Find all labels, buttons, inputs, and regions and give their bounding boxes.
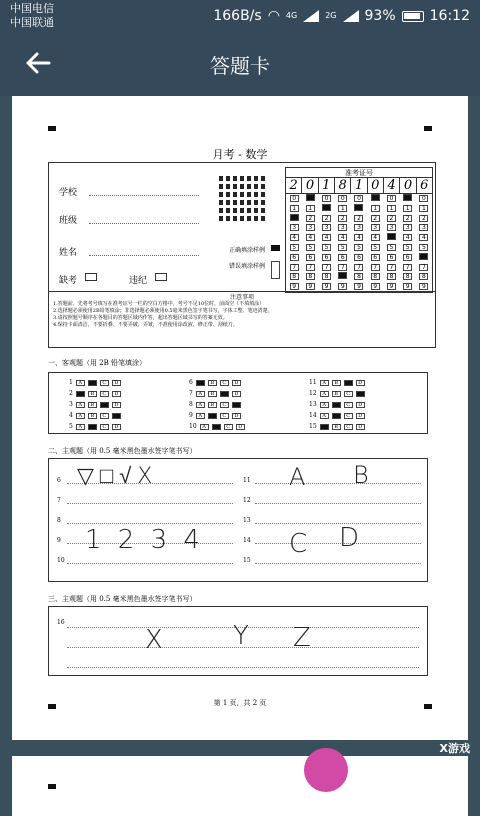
objective-number: 1 bbox=[69, 379, 73, 386]
bubble-cell: 3 bbox=[286, 223, 302, 233]
note-line: 2.选择题必须使用2B铅笔填涂；非选择题必须使用0.5毫米黑色签字笔书写，字体工整、笔迹清楚。 bbox=[53, 308, 273, 314]
exam-number-digits bbox=[286, 178, 432, 194]
bubble-cell: 2 bbox=[335, 214, 351, 224]
objective-bubble: A bbox=[196, 413, 205, 419]
status-right bbox=[213, 8, 470, 24]
bubble-cell: 9 bbox=[400, 282, 416, 292]
bubble-cell: 9 bbox=[286, 282, 302, 292]
answer-line bbox=[255, 543, 421, 544]
objective-bubble bbox=[88, 380, 97, 386]
info-box bbox=[48, 162, 436, 348]
objective-bubble: D bbox=[112, 391, 121, 397]
objective-number: 11 bbox=[309, 379, 317, 386]
objective-bubble: C bbox=[100, 424, 109, 430]
objective-number: 12 bbox=[309, 390, 317, 397]
objective-bubble: A bbox=[196, 402, 205, 408]
objective-bubble bbox=[356, 391, 365, 397]
question-number: 12 bbox=[243, 497, 251, 504]
question-number: 14 bbox=[243, 537, 251, 544]
bubble-cell: 2 bbox=[351, 214, 367, 224]
objective-bubble: B bbox=[208, 380, 217, 386]
objective-bubble: D bbox=[356, 424, 365, 430]
bubble-cell bbox=[383, 233, 399, 243]
bubble-cell: 5 bbox=[335, 243, 351, 253]
bubble-cell: 3 bbox=[318, 223, 334, 233]
bubble-cell: 5 bbox=[286, 243, 302, 253]
objective-bubble: C bbox=[100, 391, 109, 397]
class-line bbox=[89, 223, 199, 224]
bubble-cell: 9 bbox=[351, 282, 367, 292]
objective-answer-box bbox=[48, 372, 428, 434]
bubble-cell: 5 bbox=[383, 243, 399, 253]
bubble-cell: 0 bbox=[286, 194, 302, 204]
corner-mark bbox=[424, 126, 432, 131]
objective-number: 14 bbox=[309, 412, 317, 419]
bubble-cell: 2 bbox=[302, 214, 318, 224]
bubble-cell: 2 bbox=[383, 214, 399, 224]
corner-mark bbox=[48, 784, 56, 789]
objective-row bbox=[69, 379, 121, 386]
school-label: 学校 bbox=[59, 188, 78, 198]
bubble-cell: 9 bbox=[416, 282, 432, 292]
objective-bubble bbox=[88, 424, 97, 430]
wifi-icon: ◠ bbox=[267, 8, 280, 24]
objective-number: 6 bbox=[189, 379, 193, 386]
objective-bubble: C bbox=[220, 380, 229, 386]
answer-line bbox=[255, 483, 421, 484]
bubble-cell: 4 bbox=[302, 233, 318, 243]
objective-bubble: D bbox=[112, 402, 121, 408]
answer-line bbox=[255, 503, 421, 504]
carrier-2: 中国联通 bbox=[10, 16, 54, 29]
bubble-cell: 8 bbox=[400, 272, 416, 282]
objective-bubble: B bbox=[88, 413, 97, 419]
answer-line bbox=[255, 563, 421, 564]
answer-line bbox=[67, 667, 419, 668]
exam-number-bubbles bbox=[286, 194, 432, 292]
bubble-cell: 3 bbox=[400, 223, 416, 233]
exam-digit: 6 bbox=[420, 178, 429, 193]
objective-bubble: B bbox=[208, 391, 217, 397]
bubble-cell: 1 bbox=[416, 204, 432, 214]
bubble-cell: 4 bbox=[351, 233, 367, 243]
violation-box bbox=[155, 273, 167, 281]
objective-number: 5 bbox=[69, 423, 73, 430]
objective-bubble: D bbox=[356, 380, 365, 386]
section-3-title: 三、主观题（用 0.5 毫米黑色墨水签字笔书写） bbox=[48, 595, 197, 603]
bubble-cell bbox=[318, 204, 334, 214]
bubble-cell: 0 bbox=[416, 194, 432, 204]
name-line bbox=[89, 255, 199, 256]
handwriting-answer: C bbox=[289, 529, 308, 559]
gamepad-logo-icon bbox=[304, 748, 348, 792]
bubble-row bbox=[286, 233, 432, 243]
qr-code-pattern bbox=[219, 175, 265, 221]
answer-line bbox=[67, 523, 233, 524]
bubble-cell: 7 bbox=[335, 263, 351, 273]
objective-bubble: B bbox=[88, 402, 97, 408]
bubble-cell: 5 bbox=[351, 243, 367, 253]
answer-sheet-page-1 bbox=[12, 96, 468, 740]
page-footer: 第 1 页，共 2 页 bbox=[213, 699, 267, 707]
objective-bubble: C bbox=[344, 413, 353, 419]
bubble-cell: 6 bbox=[367, 253, 383, 263]
question-number: 6 bbox=[57, 477, 61, 484]
bubble-cell: 4 bbox=[286, 233, 302, 243]
objective-number: 3 bbox=[69, 401, 73, 408]
notes-section bbox=[49, 291, 435, 331]
bubble-cell: 4 bbox=[335, 233, 351, 243]
bubble-cell: 8 bbox=[367, 272, 383, 282]
handwriting-answer: A bbox=[289, 463, 306, 491]
school-line bbox=[89, 195, 199, 196]
bubble-cell bbox=[286, 214, 302, 224]
note-line: 3.请按照题号顺序在各题目的答题区域内作答，超出答题区域书写的答案无效。 bbox=[53, 315, 228, 321]
objective-bubble: B bbox=[332, 424, 341, 430]
bubble-cell: 7 bbox=[286, 263, 302, 273]
question-number: 15 bbox=[243, 557, 251, 564]
bubble-cell: 1 bbox=[335, 204, 351, 214]
exam-digit: 1 bbox=[351, 178, 367, 193]
objective-row bbox=[309, 401, 365, 408]
watermark-tag: X游戏 bbox=[439, 742, 470, 755]
objective-bubble: A bbox=[76, 424, 85, 430]
objective-bubble: B bbox=[88, 391, 97, 397]
objective-row bbox=[69, 412, 121, 419]
bubble-cell: 7 bbox=[302, 263, 318, 273]
bubble-cell: 7 bbox=[383, 263, 399, 273]
battery-icon bbox=[402, 11, 424, 22]
objective-bubble: D bbox=[112, 424, 121, 430]
bubble-cell: 7 bbox=[318, 263, 334, 273]
bubble-cell: 9 bbox=[383, 282, 399, 292]
network-speed: 166B/s bbox=[213, 8, 262, 24]
objective-bubble: B bbox=[332, 391, 341, 397]
exam-digit: 2 bbox=[286, 178, 302, 193]
handwriting-answer: Z bbox=[293, 623, 311, 653]
bubble-cell: 8 bbox=[416, 272, 432, 282]
bubble-cell: 4 bbox=[416, 233, 432, 243]
battery-percent: 93% bbox=[364, 8, 396, 24]
clock: 16:12 bbox=[429, 8, 470, 24]
bubble-cell bbox=[367, 194, 383, 204]
objective-bubble: C bbox=[344, 424, 353, 430]
bubble-cell: 4 bbox=[400, 233, 416, 243]
bubble-cell: 3 bbox=[416, 223, 432, 233]
objective-row bbox=[69, 390, 121, 397]
answer-sheet-viewer[interactable] bbox=[0, 96, 480, 800]
signal-icon bbox=[303, 10, 319, 22]
exam-digit: 0 bbox=[400, 178, 416, 193]
bubble-cell: 8 bbox=[318, 272, 334, 282]
objective-bubble bbox=[220, 391, 229, 397]
objective-bubble bbox=[332, 402, 341, 408]
bubble-cell: 7 bbox=[416, 263, 432, 273]
watermark-site: XYouXi.net bbox=[350, 756, 465, 781]
subjective-box-2 bbox=[48, 458, 428, 582]
bubble-cell bbox=[416, 253, 432, 263]
bubble-cell: 0 bbox=[318, 194, 334, 204]
objective-row bbox=[309, 412, 365, 419]
section-2-title: 二、主观题（用 0.5 毫米黑色墨水签字笔书写） bbox=[48, 447, 197, 455]
bubble-cell bbox=[351, 204, 367, 214]
handwriting-answer: B bbox=[353, 461, 369, 489]
objective-bubble: D bbox=[236, 424, 245, 430]
bubble-cell bbox=[302, 194, 318, 204]
objective-bubble: D bbox=[356, 402, 365, 408]
bubble-row bbox=[286, 263, 432, 273]
bubble-cell: 5 bbox=[318, 243, 334, 253]
bubble-cell: 5 bbox=[302, 243, 318, 253]
network-type-2: 2G bbox=[325, 11, 337, 20]
note-line: 1.答题前，先将考号填写在准考证号一栏的空白方格中，考号不足10位时，前面空（不填填涂） bbox=[53, 301, 265, 307]
bubble-cell: 2 bbox=[367, 214, 383, 224]
notes-title: 注意事项 bbox=[229, 294, 254, 301]
objective-number: 4 bbox=[69, 412, 73, 419]
objective-bubble bbox=[76, 391, 85, 397]
bubble-cell: 6 bbox=[302, 253, 318, 263]
bubble-cell: 9 bbox=[302, 282, 318, 292]
objective-bubble: D bbox=[112, 380, 121, 386]
objective-bubble: D bbox=[232, 380, 241, 386]
bubble-cell: 7 bbox=[351, 263, 367, 273]
objective-bubble: A bbox=[76, 413, 85, 419]
handwriting-answer: 1 2 3 4 bbox=[85, 525, 204, 555]
fill-wrong-sample bbox=[271, 261, 280, 279]
bubble-cell: 6 bbox=[383, 253, 399, 263]
bubble-cell: 0 bbox=[335, 194, 351, 204]
objective-row bbox=[189, 401, 241, 408]
fill-correct-sample bbox=[271, 245, 280, 251]
objective-bubble: B bbox=[332, 380, 341, 386]
bubble-cell: 5 bbox=[416, 243, 432, 253]
handwriting-answer: X bbox=[145, 625, 163, 655]
objective-row bbox=[189, 423, 245, 430]
bubble-cell: 1 bbox=[286, 204, 302, 214]
bubble-cell bbox=[335, 272, 351, 282]
bubble-cell: 0 bbox=[383, 194, 399, 204]
objective-bubble: B bbox=[208, 402, 217, 408]
objective-bubble bbox=[212, 424, 221, 430]
bubble-cell bbox=[400, 194, 416, 204]
bubble-cell: 3 bbox=[383, 223, 399, 233]
bubble-row bbox=[286, 243, 432, 253]
question-number: 13 bbox=[243, 517, 251, 524]
objective-bubble: C bbox=[344, 391, 353, 397]
bubble-cell: 6 bbox=[335, 253, 351, 263]
objective-bubble bbox=[100, 402, 109, 408]
objective-bubble bbox=[320, 424, 329, 430]
section-1-title: 一、客观题（用 2B 铅笔填涂） bbox=[48, 359, 147, 367]
sheet-title: 月考 - 数学 bbox=[212, 148, 268, 161]
objective-bubble bbox=[112, 413, 121, 419]
objective-bubble: C bbox=[100, 413, 109, 419]
objective-bubble: A bbox=[320, 402, 329, 408]
bubble-cell: 1 bbox=[400, 204, 416, 214]
app-bar bbox=[0, 34, 480, 96]
carrier-1: 中国电信 bbox=[10, 2, 54, 15]
objective-number: 2 bbox=[69, 390, 73, 397]
absent-box bbox=[85, 273, 97, 281]
objective-bubble bbox=[332, 413, 341, 419]
name-label: 姓名 bbox=[59, 248, 78, 258]
objective-row bbox=[69, 423, 121, 430]
bubble-row bbox=[286, 194, 432, 204]
fill-correct-label: 正确填涂样例 bbox=[229, 247, 266, 254]
handwriting-answer: ▽□√X bbox=[77, 464, 159, 489]
note-line: 4.保持卡面清洁，不要折叠、不要弄破、弄皱，不准使用涂改液、修正带、刮纸刀。 bbox=[53, 322, 238, 328]
bubble-cell: 8 bbox=[302, 272, 318, 282]
answer-line bbox=[255, 523, 421, 524]
absent-label: 缺考 bbox=[59, 276, 78, 286]
page-title: 答题卡 bbox=[210, 54, 270, 78]
exam-digit: 1 bbox=[319, 178, 335, 193]
bubble-cell: 3 bbox=[351, 223, 367, 233]
objective-bubble: A bbox=[76, 380, 85, 386]
status-bar bbox=[0, 0, 480, 34]
bubble-cell: 5 bbox=[367, 243, 383, 253]
bubble-cell: 1 bbox=[383, 204, 399, 214]
class-label: 班级 bbox=[59, 216, 78, 226]
bubble-cell: 3 bbox=[367, 223, 383, 233]
bubble-cell: 7 bbox=[367, 263, 383, 273]
objective-row bbox=[189, 379, 241, 386]
question-number: 10 bbox=[57, 557, 65, 564]
objective-bubble bbox=[196, 380, 205, 386]
exam-digit: 0 bbox=[368, 178, 384, 193]
objective-bubble bbox=[344, 380, 353, 386]
bubble-cell: 8 bbox=[286, 272, 302, 282]
bubble-cell: 9 bbox=[318, 282, 334, 292]
objective-bubble: A bbox=[320, 413, 329, 419]
watermark bbox=[304, 740, 474, 796]
objective-bubble: C bbox=[220, 402, 229, 408]
bubble-cell: 2 bbox=[400, 214, 416, 224]
objective-bubble: C bbox=[220, 413, 229, 419]
objective-number: 10 bbox=[189, 423, 197, 430]
bubble-cell: 2 bbox=[318, 214, 334, 224]
objective-bubble bbox=[232, 402, 241, 408]
bubble-cell: 3 bbox=[335, 223, 351, 233]
bubble-cell: 8 bbox=[383, 272, 399, 282]
bubble-cell: 6 bbox=[286, 253, 302, 263]
objective-row bbox=[309, 379, 365, 386]
fill-wrong-label: 错误填涂样例 bbox=[229, 263, 266, 270]
network-type-1: 4G bbox=[285, 11, 298, 20]
objective-row bbox=[189, 412, 241, 419]
bubble-cell: 3 bbox=[302, 223, 318, 233]
bubble-cell: 2 bbox=[416, 214, 432, 224]
bubble-cell: 6 bbox=[400, 253, 416, 263]
handwriting-answer: D bbox=[339, 523, 360, 553]
objective-bubble: A bbox=[76, 402, 85, 408]
bubble-cell: 9 bbox=[335, 282, 351, 292]
objective-bubble: D bbox=[232, 413, 241, 419]
bubble-cell: 4 bbox=[367, 233, 383, 243]
bubble-cell: 8 bbox=[351, 272, 367, 282]
exam-number-grid bbox=[285, 167, 433, 293]
objective-bubble: A bbox=[196, 391, 205, 397]
objective-number: 9 bbox=[189, 412, 193, 419]
bubble-cell: 0 bbox=[351, 194, 367, 204]
bubble-cell: 1 bbox=[367, 204, 383, 214]
handwriting-answer: Y bbox=[233, 621, 249, 651]
bubble-row bbox=[286, 204, 432, 214]
objective-bubble: A bbox=[200, 424, 209, 430]
question-number: 9 bbox=[57, 537, 61, 544]
bubble-row bbox=[286, 272, 432, 282]
question-number: 16 bbox=[57, 619, 65, 626]
objective-row bbox=[69, 401, 121, 408]
objective-bubble: D bbox=[356, 413, 365, 419]
carrier-info bbox=[10, 2, 54, 30]
signal-icon-2 bbox=[343, 10, 359, 22]
exam-digit: 8 bbox=[335, 178, 351, 193]
objective-row bbox=[309, 390, 365, 397]
objective-number: 7 bbox=[189, 390, 193, 397]
bubble-cell: 7 bbox=[400, 263, 416, 273]
objective-bubble: C bbox=[224, 424, 233, 430]
objective-row bbox=[309, 423, 365, 430]
exam-number-header: 准考证号 bbox=[286, 168, 432, 178]
objective-bubble: A bbox=[320, 380, 329, 386]
bubble-cell: 1 bbox=[302, 204, 318, 214]
bubble-row bbox=[286, 223, 432, 233]
bubble-cell: 5 bbox=[400, 243, 416, 253]
objective-bubble: D bbox=[232, 391, 241, 397]
objective-row bbox=[189, 390, 241, 397]
bubble-cell: 6 bbox=[318, 253, 334, 263]
objective-bubble: C bbox=[100, 380, 109, 386]
question-number: 7 bbox=[57, 497, 61, 504]
bubble-row bbox=[286, 253, 432, 263]
question-number: 11 bbox=[243, 477, 251, 484]
objective-bubble: A bbox=[320, 391, 329, 397]
answer-line bbox=[67, 563, 233, 564]
answer-line bbox=[67, 503, 233, 504]
exam-digit: 4 bbox=[384, 178, 400, 193]
objective-number: 8 bbox=[189, 401, 193, 408]
exam-digit: 0 bbox=[302, 178, 318, 193]
bubble-cell: 6 bbox=[351, 253, 367, 263]
corner-mark bbox=[48, 126, 56, 131]
objective-number: 13 bbox=[309, 401, 317, 408]
bubble-cell: 9 bbox=[367, 282, 383, 292]
objective-number: 15 bbox=[309, 423, 317, 430]
subjective-box-3 bbox=[48, 606, 428, 676]
bubble-cell: 4 bbox=[318, 233, 334, 243]
bubble-row bbox=[286, 214, 432, 224]
objective-bubble bbox=[208, 413, 217, 419]
violation-label: 违纪 bbox=[129, 276, 148, 286]
question-number: 8 bbox=[57, 517, 61, 524]
objective-bubble: C bbox=[344, 402, 353, 408]
